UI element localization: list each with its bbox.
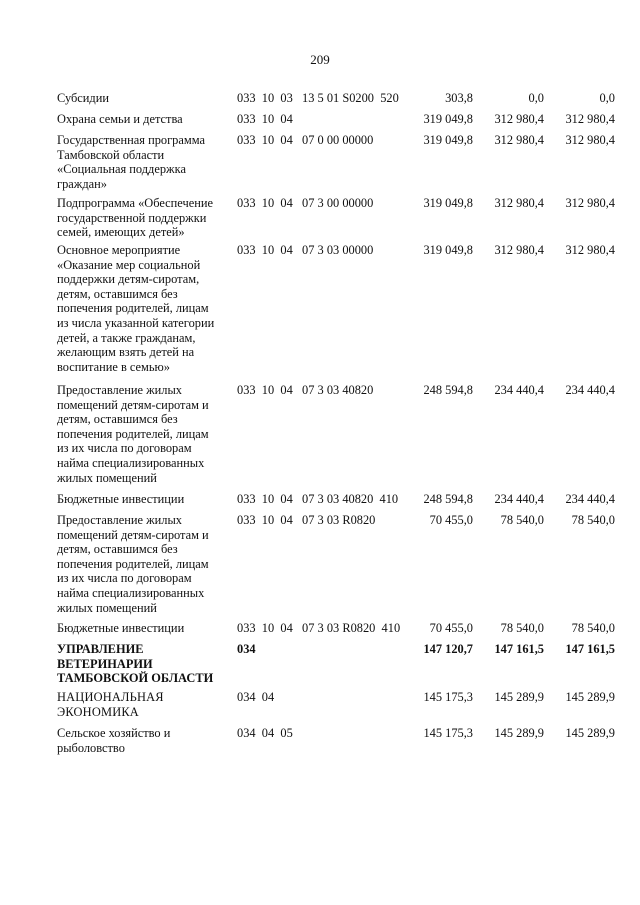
row-name: Охрана семьи и детства <box>57 112 183 126</box>
row-name: Основное мероприятие «Оказание мер социальной поддержки детям-сиротам, детям, оставшимся без попечения родителей, лицам из числа указанной категории детей, а также гражданам, желающим взять детей на воспитание в семью» <box>57 243 215 374</box>
row-value-2: 312 980,4 <box>494 196 544 210</box>
row-code: 034 04 05 <box>237 726 293 740</box>
row-name: НАЦИОНАЛЬНАЯ ЭКОНОМИКА <box>57 690 164 719</box>
row-value-3: 312 980,4 <box>565 112 615 126</box>
row-code: 033 10 04 07 3 00 00000 <box>237 196 374 210</box>
row-value-3: 78 540,0 <box>571 513 615 527</box>
row-code: 033 10 04 07 3 03 40820 <box>237 383 374 397</box>
row-value-3: 234 440,4 <box>565 383 615 397</box>
row-name: Подпрограмма «Обеспечение государственной поддержки семей, имеющих детей» <box>57 196 213 240</box>
row-value-3: 145 289,9 <box>565 690 615 704</box>
row-value-3: 234 440,4 <box>565 492 615 506</box>
row-name: Сельское хозяйство и рыболовство <box>57 726 171 755</box>
row-value-2: 78 540,0 <box>500 621 544 635</box>
row-code: 033 10 04 07 3 03 00000 <box>237 243 374 257</box>
row-value-1: 145 175,3 <box>423 690 473 704</box>
row-value-3: 0,0 <box>599 91 615 105</box>
row-code: 034 04 <box>237 690 275 704</box>
row-value-2: 234 440,4 <box>494 383 544 397</box>
page-number: 209 <box>310 52 330 67</box>
row-value-3: 312 980,4 <box>565 243 615 257</box>
row-code: 033 10 04 07 3 03 R0820 <box>237 513 376 527</box>
row-value-1: 319 049,8 <box>423 196 473 210</box>
row-value-2: 312 980,4 <box>494 133 544 147</box>
row-code: 033 10 04 07 3 03 40820 410 <box>237 492 399 506</box>
row-code: 033 10 04 <box>237 112 293 126</box>
row-value-2: 78 540,0 <box>500 513 544 527</box>
row-name: Предоставление жилых помещений детям-сиротам и детям, оставшимся без попечения родителей, лицам из их числа по договорам найма специализированных жилых помещений <box>57 513 209 615</box>
row-value-1: 319 049,8 <box>423 133 473 147</box>
row-value-2: 147 161,5 <box>494 642 544 656</box>
row-value-1: 303,8 <box>445 91 473 105</box>
row-name: УПРАВЛЕНИЕ ВЕТЕРИНАРИИ ТАМБОВСКОЙ ОБЛАСТИ <box>57 642 214 686</box>
row-value-2: 145 289,9 <box>494 690 544 704</box>
row-value-1: 147 120,7 <box>423 642 473 656</box>
row-code: 033 10 04 07 0 00 00000 <box>237 133 374 147</box>
row-value-2: 0,0 <box>528 91 544 105</box>
row-value-3: 147 161,5 <box>565 642 615 656</box>
row-name: Государственная программа Тамбовской области «Социальная поддержка граждан» <box>57 133 205 191</box>
row-value-3: 312 980,4 <box>565 133 615 147</box>
row-value-2: 312 980,4 <box>494 243 544 257</box>
row-value-1: 319 049,8 <box>423 112 473 126</box>
row-name: Бюджетные инвестиции <box>57 492 185 506</box>
row-value-2: 234 440,4 <box>494 492 544 506</box>
row-code: 033 10 04 07 3 03 R0820 410 <box>237 621 401 635</box>
row-value-3: 145 289,9 <box>565 726 615 740</box>
row-value-1: 319 049,8 <box>423 243 473 257</box>
row-value-3: 312 980,4 <box>565 196 615 210</box>
row-name: Субсидии <box>57 91 109 105</box>
row-value-3: 78 540,0 <box>571 621 615 635</box>
row-value-2: 145 289,9 <box>494 726 544 740</box>
row-value-1: 70 455,0 <box>429 621 473 635</box>
row-code: 034 <box>237 642 256 656</box>
row-value-1: 248 594,8 <box>423 492 473 506</box>
row-name: Бюджетные инвестиции <box>57 621 185 635</box>
row-name: Предоставление жилых помещений детям-сиротам и детям, оставшимся без попечения родителей, лицам из их числа по договорам найма специализированных жилых помещений <box>57 383 209 485</box>
row-value-1: 145 175,3 <box>423 726 473 740</box>
row-value-1: 70 455,0 <box>429 513 473 527</box>
row-code: 033 10 03 13 5 01 S0200 520 <box>237 91 399 105</box>
row-value-1: 248 594,8 <box>423 383 473 397</box>
row-value-2: 312 980,4 <box>494 112 544 126</box>
